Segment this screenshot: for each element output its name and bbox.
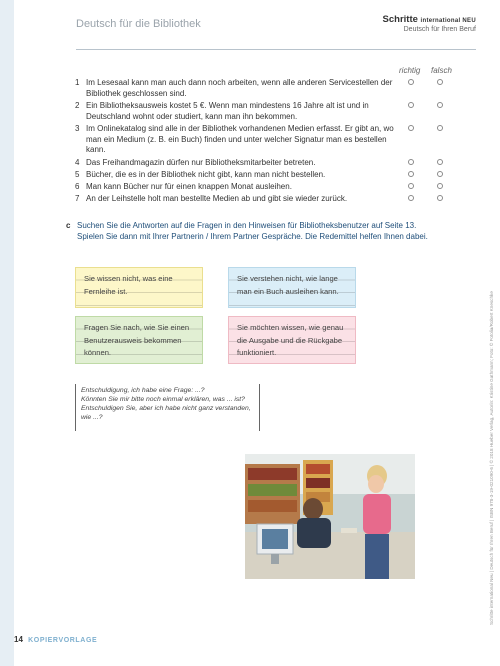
statement-text: Das Freihandmagazin dürfen nur Bibliotheksmitarbeiter betreten.	[86, 158, 316, 167]
radio-true-3[interactable]	[408, 125, 414, 131]
brand-logo	[383, 14, 476, 25]
page-header	[76, 14, 476, 48]
brand-main: Schritte	[382, 14, 418, 25]
copyright-sidebar: Schritte international Neu | Deutsch für Ihren Beruf | ISBN 978-3-19-021090-6 | © 2018 Hueber Verlag, Autorin: Kristine Gathmann; Foto: © Fotolia/Robert Kneschke	[489, 291, 494, 625]
statement-1	[75, 78, 395, 99]
statement-6	[75, 182, 395, 193]
role-card-pink: Sie möchten wissen, wie genau die Ausgabe und die Rückgabe funktioniert.	[228, 316, 356, 364]
header-title: Deutsch für die Bibliothek	[76, 18, 201, 30]
radio-true-4[interactable]	[408, 159, 414, 165]
statement-text: Bücher, die es in der Bibliothek nicht gibt, kann man nicht bestellen.	[86, 170, 326, 179]
radio-true-2[interactable]	[408, 102, 414, 108]
role-card-blue: Sie verstehen nicht, wie lange man ein Buch ausleihen kann.	[228, 267, 356, 308]
statement-5	[75, 170, 395, 181]
statement-4	[75, 158, 395, 169]
radio-false-2[interactable]	[437, 102, 443, 108]
statement-text: An der Leihstelle holt man bestellte Medien ab und gibt sie wieder zurück.	[86, 194, 348, 203]
library-desk-illustration	[245, 454, 415, 579]
library-photo	[245, 454, 415, 579]
statement-7	[75, 194, 395, 205]
radio-false-7[interactable]	[437, 195, 443, 201]
statement-number: 5	[75, 170, 80, 179]
statement-text: Man kann Bücher nur für einen knappen Monat ausleihen.	[86, 182, 292, 191]
radio-true-6[interactable]	[408, 183, 414, 189]
radio-false-3[interactable]	[437, 125, 443, 131]
brand-sub: international NEU	[420, 18, 476, 24]
column-header-true: richtig	[399, 66, 421, 75]
statement-3	[75, 124, 395, 156]
brand-tagline: Deutsch für Ihren Beruf	[403, 26, 476, 33]
task-letter: c	[66, 221, 71, 230]
statement-number: 7	[75, 194, 80, 203]
page-footer	[14, 635, 97, 644]
role-card-green: Fragen Sie nach, wie Sie einen Benutzerausweis bekommen können.	[75, 316, 203, 364]
statement-number: 2	[75, 101, 80, 110]
role-card-yellow: Sie wissen nicht, was eine Fernleihe ist.	[75, 267, 203, 308]
statement-text: Ein Bibliotheksausweis kostet 5 €. Wenn man mindestens 16 Jahre alt ist und in Deutschland wohnt oder studiert, kann man ihn bekommen.	[86, 101, 369, 121]
column-header-false: falsch	[431, 66, 452, 75]
phrase-line-2: Könnten Sie mir bitte noch einmal erklären, was ... ist?	[81, 396, 245, 403]
task-c-line-1: Suchen Sie die Antworten auf die Fragen in den Hinweisen für Bibliotheksbenutzer auf Seite 13.	[77, 221, 417, 230]
radio-true-7[interactable]	[408, 195, 414, 201]
radio-true-5[interactable]	[408, 171, 414, 177]
task-c-instructions	[66, 220, 486, 242]
phrase-box	[75, 384, 260, 431]
statement-number: 6	[75, 182, 80, 191]
statement-number: 3	[75, 124, 80, 133]
phrase-line-3: Entschuldigen Sie, aber ich habe nicht ganz verstanden, wie ...?	[81, 405, 251, 421]
radio-true-1[interactable]	[408, 79, 414, 85]
task-c-line-2: Spielen Sie dann mit Ihrer Partnerin / Ihrem Partner Gespräche. Die Redemittel helfen Ihnen dabei.	[77, 232, 428, 241]
left-margin-band	[0, 0, 14, 666]
phrase-line-1: Entschuldigung, ich habe eine Frage: ...?	[81, 387, 205, 394]
radio-false-5[interactable]	[437, 171, 443, 177]
page-number: 14	[14, 635, 23, 644]
radio-false-6[interactable]	[437, 183, 443, 189]
brand-block	[383, 14, 476, 33]
statement-number: 4	[75, 158, 80, 167]
statement-number: 1	[75, 78, 80, 87]
statement-2	[75, 101, 395, 122]
header-divider	[76, 49, 476, 50]
radio-false-1[interactable]	[437, 79, 443, 85]
radio-false-4[interactable]	[437, 159, 443, 165]
statement-text: Im Onlinekatalog sind alle in der Bibliothek vorhandenen Medien erfasst. Er gibt an, wo man ein Medium (z. B. ein Buch) finden und unter welcher Signatur man es bestellen kann.	[86, 124, 394, 154]
footer-label: KOPIERVORLAGE	[28, 637, 98, 644]
statement-text: Im Lesesaal kann man auch dann noch arbeiten, wenn alle anderen Servicestellen der Bibliothek geschlossen sind.	[86, 78, 393, 98]
